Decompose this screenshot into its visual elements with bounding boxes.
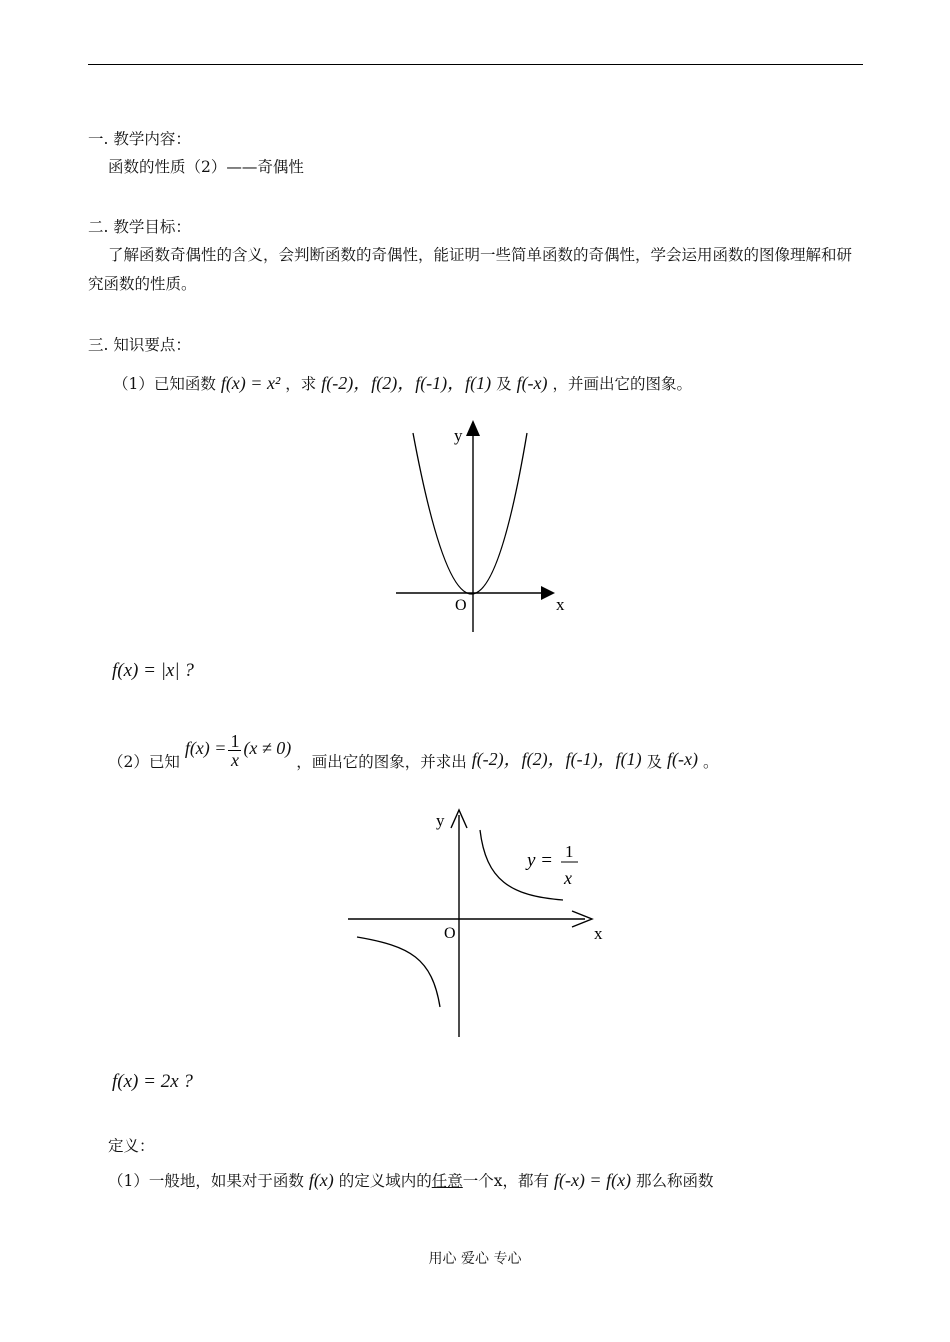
item-2-and: 及 [646,753,663,771]
item-1-suffix: ，并画出它的图象。 [552,375,692,393]
definition-equation: f(-x) = f(x) [553,1170,632,1190]
definition-fx: f(x) [308,1170,334,1190]
item-2-question: f(x) = 2x ? [112,1071,193,1092]
item-1-ask: ，求 [285,375,317,393]
graph-1-origin: O [455,597,467,614]
section-3-heading: 三. 知识要点： [88,336,191,354]
section-2-body: 了解函数奇偶性的含义，会判断函数的奇偶性，能证明一些简单函数的奇偶性，学会运用函数的图像理解和研究函数的性质。 [88,246,853,293]
item-1-function: f(x) = x² [220,373,281,393]
graph-2-x-label: x [594,924,603,943]
item-2-values: f(-2)，f(2)，f(-1)，f(1) [471,749,642,769]
item-1-values: f(-2)，f(2)，f(-1)，f(1) [321,373,492,393]
section-1-heading: 一. 教学内容： [88,130,191,148]
page-footer: 用心 爱心 专心 [428,1251,522,1267]
item-2-suffix: 。 [702,753,719,771]
graph-2-curve-num: 1 [565,842,574,861]
definition-any: 任意 [431,1172,463,1190]
graph-2-curve-lhs: y = [527,850,554,871]
graph-2-curve-den: x [564,868,572,888]
hyperbola-branch-negative [357,937,440,1007]
section-2-heading: 二. 教学目标： [88,218,191,236]
graph-1-x-label: x [556,595,565,614]
item-2-mid: ，画出它的图象，并求出 [296,753,467,771]
item-2-frac-num: 1 [230,730,240,751]
definition-suffix: 那么称函数 [636,1172,714,1190]
item-2-frac-den: x [230,749,239,770]
item-1-neg-x: f(-x) [516,373,548,393]
definition-heading: 定义： [108,1137,155,1155]
item-2-func-lhs: f(x) = [184,738,227,758]
definition-mid2: 一个x，都有 [462,1172,550,1190]
section-1-body: 函数的性质（2）——奇偶性 [108,158,304,176]
item-2-prefix: （2）已知 [108,753,180,771]
item-1-and: 及 [496,375,512,393]
item-1-prefix: （1）已知函数 [113,375,216,393]
graph-2-origin: O [444,925,456,942]
definition-line [108,1170,714,1191]
item-1-question: f(x) = |x| ? [112,660,194,681]
definition-prefix: （1）一般地，如果对于函数 [108,1172,304,1190]
definition-mid1: 的定义域内的 [338,1172,432,1190]
item-2-neg-x: f(-x) [667,749,699,769]
graph-1-y-label: y [454,426,463,445]
graph-2-y-label: y [436,811,445,830]
item-2-func-cond: (x ≠ 0) [243,738,292,758]
